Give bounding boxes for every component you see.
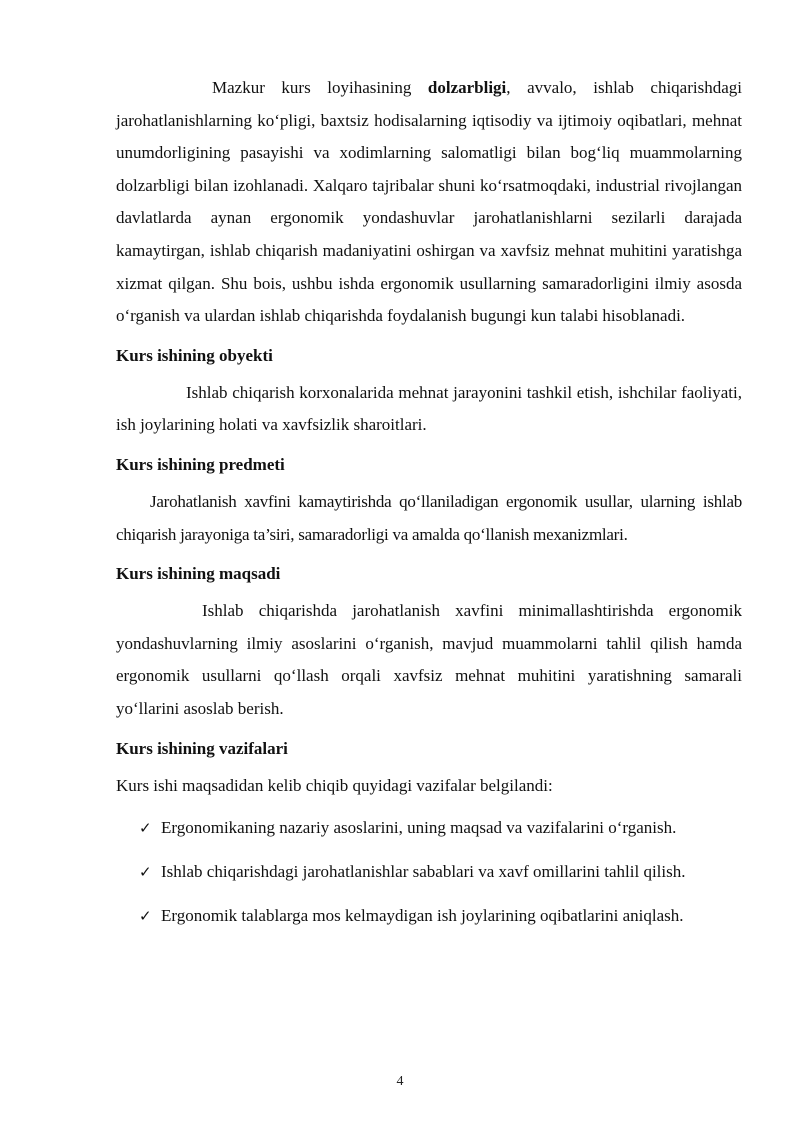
page-content [116, 72, 742, 938]
list-item [116, 894, 742, 938]
subject-paragraph: Jarohatlanish xavfini kamaytirishda qo‘llaniladigan ergonomik usullar, ularning ishlab chiqarish jarayoniga ta’siri, samaradorligi va amalda qo‘llanish mexanizmlari. [116, 491, 742, 544]
checkmark-icon: ✓ [139, 819, 152, 838]
object-heading: Kurs ishining obyekti [116, 345, 273, 365]
task-text: Ergonomikaning nazariy asoslarini, uning maqsad va vazifalarini o‘rganish. [161, 818, 677, 838]
goal-heading: Kurs ishining maqsadi [116, 564, 281, 584]
object-paragraph: Ishlab chiqarish korxonalarida mehnat jarayonini tashkil etish, ishchilar faoliyati, ish joylarining holati va xavfsizlik sharoitlari. [116, 382, 742, 435]
list-item [116, 850, 742, 894]
tasks-list [116, 806, 742, 938]
subject-heading: Kurs ishining predmeti [116, 454, 285, 474]
goal-paragraph: Ishlab chiqarishda jarohatlanish xavfini minimallashtirishda ergonomik yondashuvlarning ilmiy asoslarini o‘rganish, mavjud muammolarni tahlil qilish hamda ergonomik usullarni qo‘llash orqali xavfsiz mehnat muhitini yaratishning samarali yo‘llarini asoslab berish. [116, 601, 742, 718]
relevance-keyword: dolzarbligi [427, 78, 507, 97]
relevance-text-rest: , avvalo, ishlab chiqarishdagi jarohatlanishlarning ko‘pligi, baxtsiz hodisalarning iqtisodiy va ijtimoiy oqibatlari, mehnat unumdorligining pasayishi va xodimlarning salomatligi bilan bog‘liq muammolarning dolzarbligi bilan izohlanadi. Xalqaro tajribalar shuni ko‘rsatmoqdaki, industrial rivojlangan davlatlarda aynan ergonomik yondashuvlar jarohatlanishlarni sezilarli darajada kamaytirgan, ishlab chiqarish madaniyatini oshirgan va xavfsiz mehnat muhitini yaratishga xizmat qilgan. Shu bois, ushbu ishda ergonomik usullarning samaradorligini ilmiy asosda o‘rganish va ulardan ishlab chiqarishda foydalanish bugungi kun talabi hisoblanadi. [116, 78, 742, 326]
relevance-text-start: Mazkur kurs loyihasining [212, 78, 428, 97]
checkmark-icon: ✓ [139, 863, 152, 882]
task-text: Ishlab chiqarishdagi jarohatlanishlar sabablari va xavf omillarini tahlil qilish. [161, 862, 686, 882]
checkmark-icon: ✓ [139, 907, 152, 926]
relevance-paragraph [116, 72, 742, 333]
tasks-intro: Kurs ishi maqsadidan kelib chiqib quyidagi vazifalar belgilandi: [116, 775, 553, 795]
list-item [116, 806, 742, 850]
task-text: Ergonomik talablarga mos kelmaydigan ish joylarining oqibatlarini aniqlash. [161, 906, 684, 926]
tasks-heading: Kurs ishining vazifalari [116, 738, 288, 758]
page-number: 4 [396, 1074, 404, 1089]
